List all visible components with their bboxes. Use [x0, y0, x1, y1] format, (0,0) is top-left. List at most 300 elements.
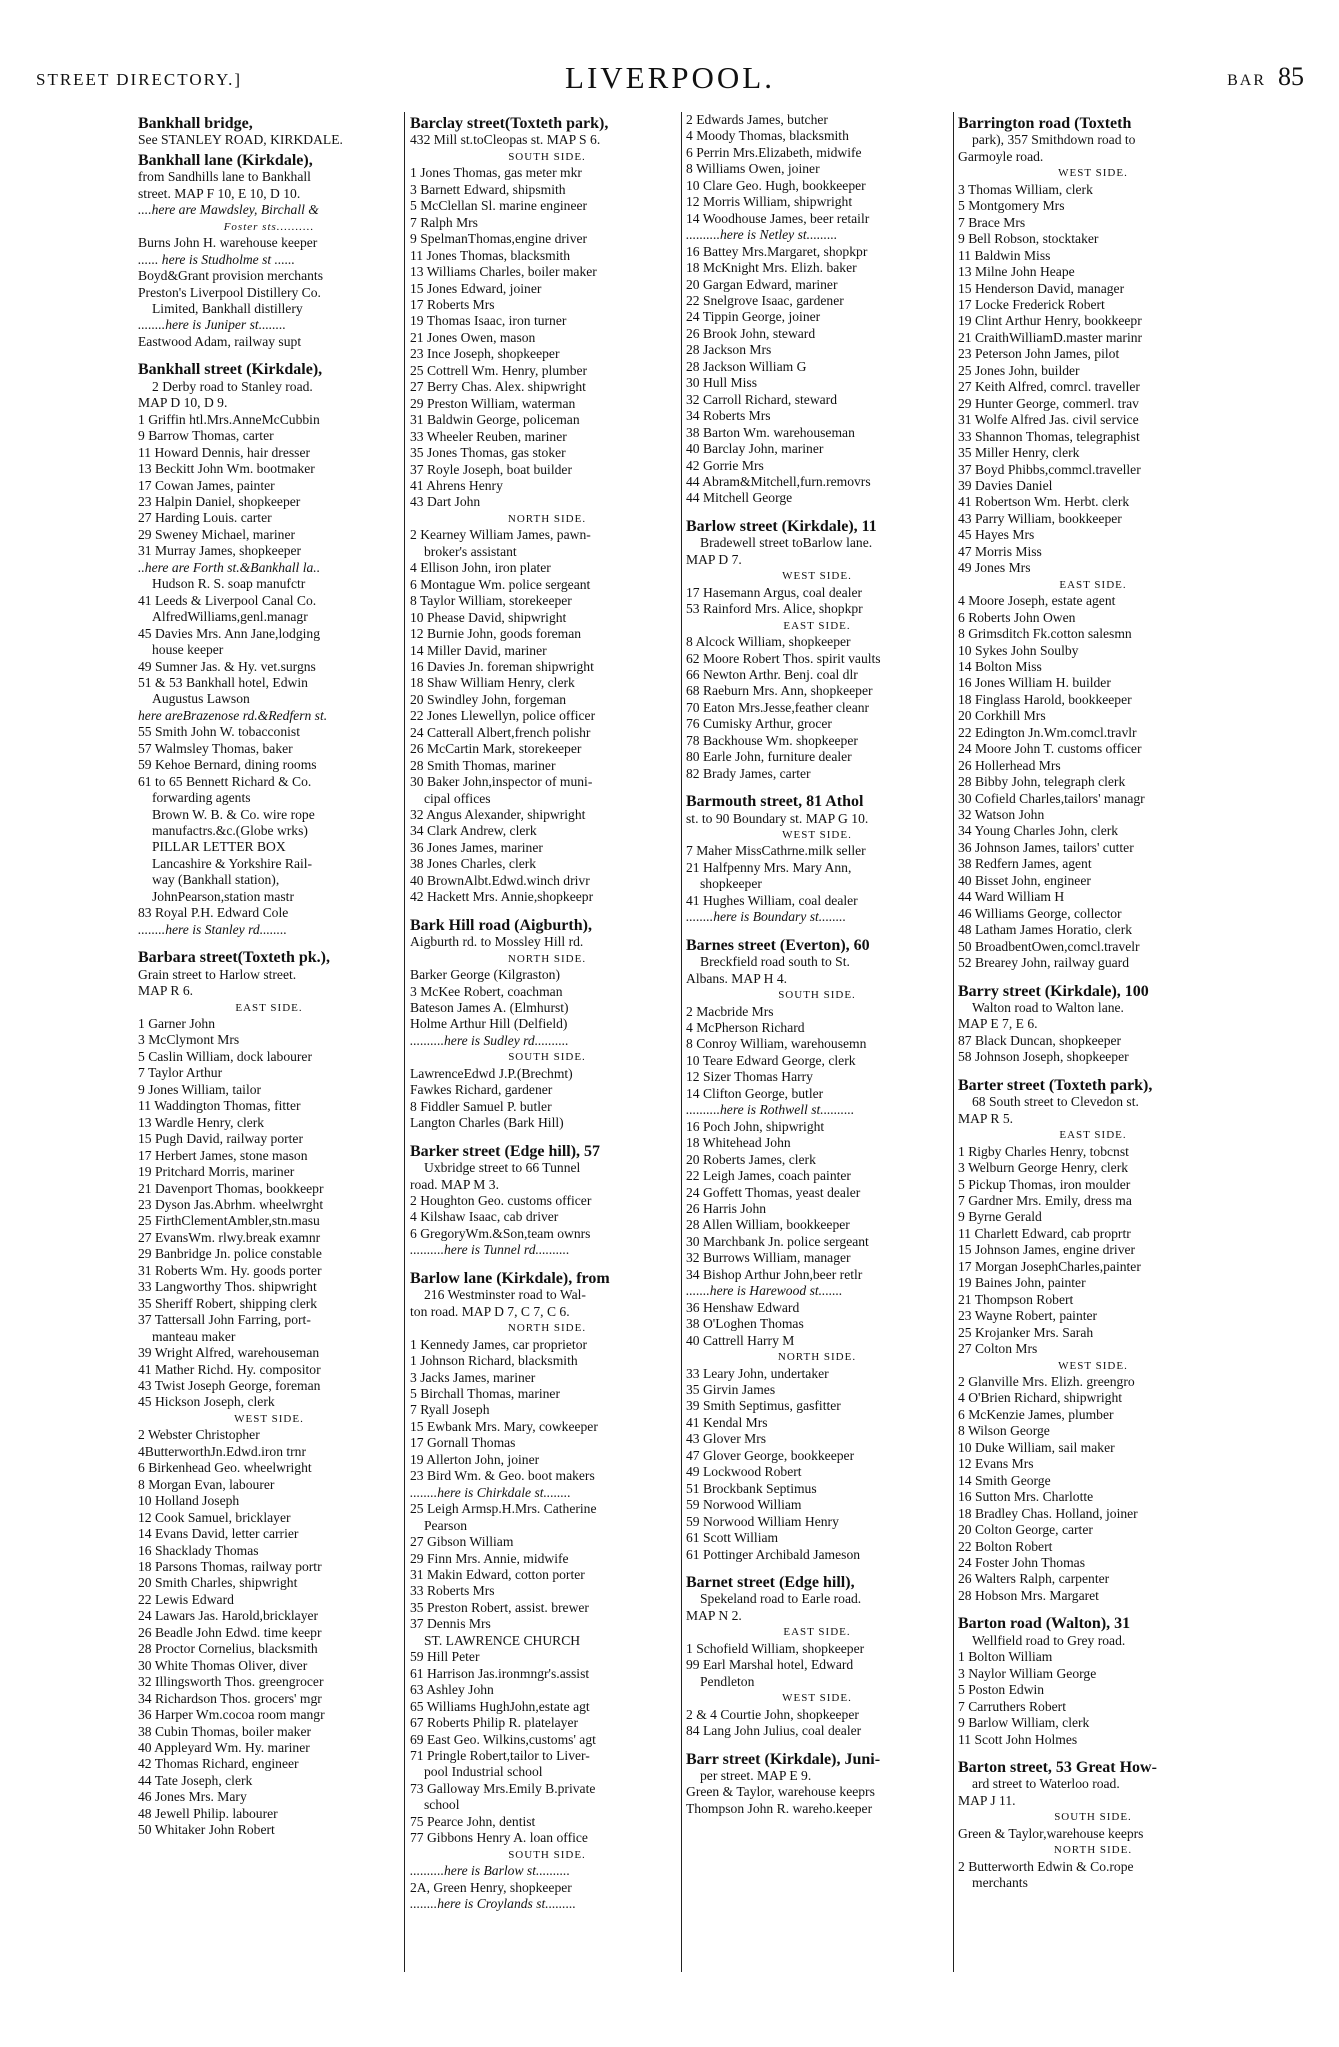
directory-entry: 4 Moody Thomas, blacksmith — [686, 128, 849, 144]
directory-entry: 3 Jacks James, mariner — [410, 1369, 536, 1385]
directory-entry: school — [424, 1797, 460, 1813]
directory-entry: 4 O'Brien Richard, shipwright — [958, 1390, 1123, 1406]
side-label: WEST SIDE. — [782, 1692, 852, 1705]
directory-entry: 28 Allen William, bookkeeper — [686, 1217, 850, 1233]
directory-entry: 35 Girvin James — [686, 1381, 776, 1397]
directory-entry: 44 Ward William H — [958, 889, 1065, 905]
directory-entry: 14 Bolton Miss — [958, 658, 1042, 674]
side-label: EAST SIDE. — [783, 1626, 851, 1639]
directory-entry: 1 Kennedy James, car proprietor — [410, 1336, 588, 1352]
directory-entry: 69 East Geo. Wilkins,customs' agt — [410, 1731, 596, 1747]
side-label: EAST SIDE. — [1059, 578, 1127, 591]
directory-entry: Thompson John R. wareho.keeper — [686, 1800, 873, 1816]
cross-street-note: ..........here is Tunnel rd.......... — [410, 1242, 570, 1258]
directory-entry: Langton Charles (Bark Hill) — [410, 1115, 564, 1131]
directory-entry: 9 Jones William, tailor — [138, 1081, 262, 1097]
directory-entry: 22 Leigh James, coach painter — [686, 1168, 851, 1184]
running-head-right — [1227, 62, 1304, 92]
directory-entry: 36 Harper Wm.cocoa room mangr — [138, 1707, 325, 1723]
directory-entry: 44 Mitchell George — [686, 490, 793, 506]
directory-entry: 5 McClellan Sl. marine engineer — [410, 198, 588, 214]
directory-entry: 49 Lockwood Robert — [686, 1464, 802, 1480]
directory-entry: 22 Edington Jn.Wm.comcl.travlr — [958, 724, 1137, 740]
directory-entry: 26 Harris John — [686, 1201, 767, 1216]
directory-entry: 16 Shacklady Thomas — [138, 1542, 259, 1558]
directory-entry: Green & Taylor, warehouse keeprs — [686, 1784, 875, 1800]
side-label: NORTH SIDE. — [507, 512, 587, 525]
directory-entry: ST. LAWRENCE CHURCH — [424, 1632, 581, 1648]
directory-entry: 48 Jewell Philip. labourer — [138, 1805, 278, 1821]
directory-entry: 29 Hunter George, commerl. trav — [958, 395, 1139, 411]
directory-entry: MAP J 11. — [958, 1792, 1016, 1808]
directory-entry: 38 O'Loghen Thomas — [686, 1316, 804, 1332]
directory-entry: Lancashire & Yorkshire Rail- — [152, 855, 313, 871]
directory-entry: 16 Davies Jn. foreman shipwright — [410, 658, 594, 674]
directory-entry: 41 Mather Richd. Hy. compositor — [138, 1361, 321, 1377]
directory-entry: Barker George (Kilgraston) — [410, 967, 560, 983]
directory-entry: 12 Evans Mrs — [958, 1456, 1034, 1472]
cross-street-note: ........here is Boundary st........ — [686, 909, 846, 925]
directory-entry: 75 Pearce John, dentist — [410, 1813, 536, 1829]
directory-entry: Holme Arthur Hill (Delfield) — [410, 1016, 568, 1032]
directory-column-2 — [410, 112, 684, 1972]
directory-entry: 18 Shaw William Henry, clerk — [410, 675, 575, 691]
street-heading: Barnes street (Everton), 60 — [686, 936, 870, 954]
directory-entry: 5 Poston Edwin — [958, 1682, 1045, 1698]
directory-entry: 59 Norwood William Henry — [686, 1513, 839, 1529]
directory-entry: 37 Tattersall John Farring, port- — [138, 1312, 311, 1328]
directory-entry: 34 Richardson Thos. grocers' mgr — [138, 1690, 322, 1706]
directory-entry: Boyd&Grant provision merchants — [138, 268, 323, 284]
directory-entry: 8 Williams Owen, joiner — [686, 161, 820, 177]
cross-street-note: ....here are Mawdsley, Birchall & — [138, 202, 319, 218]
directory-entry: 8 Grimsditch Fk.cotton salesmn — [958, 626, 1132, 642]
directory-entry: 2 Macbride Mrs — [686, 1003, 774, 1019]
directory-entry: Hudson R. S. soap manufctr — [152, 576, 306, 592]
directory-entry: shopkeeper — [700, 876, 762, 892]
directory-entry: 25 Cottrell Wm. Henry, plumber — [410, 362, 588, 378]
directory-entry: 28 Bibby John, telegraph clerk — [958, 774, 1126, 790]
directory-entry: 29 Banbridge Jn. police constable — [138, 1246, 322, 1262]
directory-entry: 1 Schofield William, shopkeeper — [686, 1640, 865, 1656]
street-heading: Barton road (Walton), 31 — [958, 1615, 1131, 1633]
directory-entry: 9 Bell Robson, stocktaker — [958, 231, 1099, 247]
directory-entry: 23 Peterson John James, pilot — [958, 346, 1120, 362]
directory-entry: 2 Derby road to Stanley road. — [152, 378, 313, 394]
directory-entry: 7 Ralph Mrs — [410, 214, 478, 230]
directory-entry: 73 Galloway Mrs.Emily B.private — [410, 1780, 596, 1796]
directory-entry: 20 Colton George, carter — [958, 1522, 1093, 1538]
directory-entry: 35 Jones Thomas, gas stoker — [410, 445, 566, 461]
directory-entry: 5 Birchall Thomas, mariner — [410, 1385, 560, 1401]
directory-entry: 38 Jones Charles, clerk — [410, 856, 537, 872]
directory-entry: 23 Bird Wm. & Geo. boot makers — [410, 1468, 595, 1484]
side-label: NORTH SIDE. — [507, 952, 587, 965]
directory-entry: Uxbridge street to 66 Tunnel — [424, 1160, 581, 1176]
directory-entry: 99 Earl Marshal hotel, Edward — [686, 1657, 854, 1673]
directory-entry: 14 Clifton George, butler — [686, 1085, 824, 1101]
directory-entry: 20 Corkhill Mrs — [958, 708, 1046, 724]
directory-entry: 9 Byrne Gerald — [958, 1209, 1042, 1225]
side-label: WEST SIDE. — [782, 829, 852, 842]
directory-column-3 — [686, 112, 948, 1972]
directory-entry: 15 Henderson David, manager — [958, 280, 1125, 296]
directory-entry: 18 Parsons Thomas, railway portr — [138, 1558, 322, 1574]
side-label: WEST SIDE. — [234, 1412, 304, 1425]
directory-entry: 42 Hackett Mrs. Annie,shopkeepr — [410, 889, 594, 905]
street-heading: Barmouth street, 81 Athol — [686, 793, 864, 811]
directory-entry: 27 Gibson William — [410, 1534, 514, 1550]
directory-entry: 30 Cofield Charles,tailors' managr — [958, 790, 1145, 806]
directory-entry: 21 Davenport Thomas, bookkeepr — [138, 1180, 324, 1196]
cross-street-note: ........here is Croylands st......... — [410, 1896, 576, 1912]
directory-entry: 1 Jones Thomas, gas meter mkr — [410, 165, 582, 181]
street-heading: Barter street (Toxteth park), — [958, 1076, 1153, 1094]
directory-entry: 32 Illingsworth Thos. greengrocer — [138, 1674, 324, 1690]
directory-entry: 21 Thompson Robert — [958, 1291, 1074, 1307]
directory-entry: 67 Roberts Philip R. platelayer — [410, 1715, 579, 1731]
directory-entry: Eastwood Adam, railway supt — [138, 333, 302, 349]
directory-entry: 10 Holland Joseph — [138, 1493, 240, 1509]
directory-entry: 61 Pottinger Archibald Jameson — [686, 1546, 861, 1562]
directory-entry: 18 Finglass Harold, bookkeeper — [958, 691, 1132, 707]
directory-entry: 47 Glover George, bookkeeper — [686, 1447, 855, 1463]
directory-entry: 35 Miller Henry, clerk — [958, 445, 1080, 461]
directory-entry: 14 Miller David, mariner — [410, 642, 547, 658]
street-heading: Barr street (Kirkdale), Juni- — [686, 1750, 881, 1768]
directory-entry: 50 BroadbentOwen,comcl.travelr — [958, 938, 1140, 954]
page-number: 85 — [1278, 62, 1304, 91]
directory-entry: 11 Howard Dennis, hair dresser — [138, 444, 311, 460]
directory-entry: 29 Sweney Michael, mariner — [138, 526, 296, 542]
directory-entry: forwarding agents — [152, 790, 251, 806]
directory-entry: 24 Lawars Jas. Harold,bricklayer — [138, 1608, 319, 1624]
directory-entry: 87 Black Duncan, shopkeeper — [958, 1032, 1122, 1048]
directory-entry: 31 Murray James, shopkeeper — [138, 543, 302, 559]
directory-entry: 49 Sumner Jas. & Hy. vet.surgns — [138, 658, 316, 674]
directory-entry: 19 Clint Arthur Henry, bookkeepr — [958, 313, 1142, 329]
directory-entry: 6 Montague Wm. police sergeant — [410, 576, 591, 592]
directory-entry: 11 Jones Thomas, blacksmith — [410, 247, 571, 263]
directory-entry: 32 Carroll Richard, steward — [686, 391, 837, 407]
side-label: WEST SIDE. — [1058, 1359, 1128, 1372]
directory-entry: 70 Eaton Mrs.Jesse,feather cleanr — [686, 699, 870, 715]
directory-entry: Albans. MAP H 4. — [686, 970, 788, 986]
directory-entry: 40 Cattrell Harry M — [686, 1332, 795, 1348]
directory-entry: broker's assistant — [424, 543, 517, 559]
directory-entry: MAP R 5. — [958, 1110, 1014, 1126]
directory-entry: 84 Lang John Julius, coal dealer — [686, 1723, 862, 1739]
directory-entry: 8 Conroy William, warehousemn — [686, 1036, 867, 1052]
directory-entry: 11 Waddington Thomas, fitter — [138, 1098, 301, 1114]
directory-entry: 7 Gardner Mrs. Emily, dress ma — [958, 1193, 1132, 1208]
directory-entry: 42 Gorrie Mrs — [686, 457, 764, 473]
directory-entry: 10 Clare Geo. Hugh, bookkeeper — [686, 177, 866, 193]
directory-entry: Augustus Lawson — [152, 691, 250, 707]
directory-entry: 8 Alcock William, shopkeeper — [686, 634, 851, 650]
directory-entry: 17 Gornall Thomas — [410, 1435, 516, 1451]
directory-entry: 6 Birkenhead Geo. wheelwright — [138, 1460, 312, 1476]
street-heading: Bankhall bridge, — [138, 115, 253, 132]
directory-entry: See STANLEY ROAD, KIRKDALE. — [138, 132, 343, 148]
directory-entry: 7 Maher MissCathrne.milk seller — [686, 843, 866, 859]
directory-entry: 34 Bishop Arthur John,beer retlr — [686, 1266, 863, 1282]
directory-entry: 17 Hasemann Argus, coal dealer — [686, 584, 863, 600]
side-label: SOUTH SIDE. — [1054, 1811, 1132, 1824]
directory-entry: 7 Ryall Joseph — [410, 1402, 490, 1418]
directory-entry: 2 Houghton Geo. customs officer — [410, 1193, 592, 1208]
directory-entry: 31 Roberts Wm. Hy. goods porter — [138, 1262, 322, 1278]
directory-entry: 40 BrownAlbt.Edwd.winch drivr — [410, 872, 590, 888]
directory-entry: 19 Baines John, painter — [958, 1275, 1086, 1291]
directory-entry: MAP N 2. — [686, 1607, 742, 1623]
directory-entry: 59 Kehoe Bernard, dining rooms — [138, 757, 317, 773]
side-label: SOUTH SIDE. — [508, 1848, 586, 1861]
street-heading: Barlow lane (Kirkdale), from — [410, 1269, 610, 1287]
directory-entry: 61 Scott William — [686, 1530, 779, 1546]
directory-entry: 22 Jones Llewellyn, police officer — [410, 708, 596, 724]
directory-entry: 17 Roberts Mrs — [410, 296, 495, 312]
cross-street-note: here areBrazenose rd.&Redfern st. — [138, 707, 328, 723]
directory-entry: 33 Leary John, undertaker — [686, 1365, 829, 1381]
directory-entry: house keeper — [152, 642, 224, 658]
cross-street-note: ........here is Juniper st........ — [138, 317, 286, 333]
directory-entry: pool Industrial school — [424, 1764, 543, 1780]
directory-entry: 51 Brockbank Septimus — [686, 1480, 817, 1496]
section-abbrev: BAR — [1227, 72, 1266, 89]
directory-entry: 27 Keith Alfred, comrcl. traveller — [958, 379, 1140, 395]
directory-entry: 30 White Thomas Oliver, diver — [138, 1657, 308, 1673]
directory-entry: 6 Roberts John Owen — [958, 609, 1076, 625]
directory-entry: cipal offices — [424, 790, 491, 806]
directory-entry: 22 Lewis Edward — [138, 1591, 234, 1607]
street-heading: Barnet street (Edge hill), — [686, 1573, 855, 1591]
directory-entry: 5 Pickup Thomas, iron moulder — [958, 1176, 1131, 1192]
directory-entry: 16 Sutton Mrs. Charlotte — [958, 1489, 1094, 1505]
side-label: WEST SIDE. — [1058, 167, 1128, 180]
directory-entry: 24 Catterall Albert,french polishr — [410, 724, 591, 740]
directory-entry: 61 Harrison Jas.ironmngr's.assist — [410, 1665, 590, 1681]
directory-entry: 8 Taylor William, storekeeper — [410, 593, 572, 609]
directory-entry: 6 Perrin Mrs.Elizabeth, midwife — [686, 144, 862, 160]
directory-entry: 11 Charlett Edward, cab proprtr — [958, 1225, 1131, 1241]
directory-entry: 36 Henshaw Edward — [686, 1299, 800, 1315]
side-label: NORTH SIDE. — [507, 1322, 587, 1335]
directory-entry: 6 GregoryWm.&Son,team ownrs — [410, 1225, 591, 1241]
directory-entry: from Sandhills lane to Bankhall — [138, 169, 311, 185]
directory-entry: 31 Baldwin George, policeman — [410, 412, 580, 428]
directory-entry: 26 Walters Ralph, carpenter — [958, 1571, 1110, 1587]
directory-entry: 3 Welburn George Henry, clerk — [958, 1160, 1129, 1176]
directory-entry: MAP E 7, E 6. — [958, 1016, 1038, 1032]
directory-entry: Burns John H. warehouse keeper — [138, 235, 318, 251]
directory-entry: 33 Roberts Mrs — [410, 1583, 495, 1599]
directory-entry: 18 Bradley Chas. Holland, joiner — [958, 1505, 1138, 1521]
directory-entry: 17 Cowan James, painter — [138, 477, 275, 493]
directory-entry: way (Bankhall station), — [152, 872, 280, 888]
directory-entry: 19 Allerton John, joiner — [410, 1451, 540, 1467]
directory-entry: 57 Walmsley Thomas, baker — [138, 740, 293, 756]
cross-street-note: ........here is Stanley rd........ — [138, 921, 287, 937]
directory-entry: 17 Morgan JosephCharles,painter — [958, 1258, 1141, 1274]
directory-entry: 20 Roberts James, clerk — [686, 1151, 816, 1167]
directory-entry: 40 Bisset John, engineer — [958, 872, 1091, 888]
side-label: NORTH SIDE. — [777, 1351, 857, 1364]
side-label: EAST SIDE. — [1059, 1129, 1127, 1142]
directory-entry: 22 Snelgrove Isaac, gardener — [686, 292, 844, 308]
directory-entry: 59 Hill Peter — [410, 1649, 480, 1665]
directory-entry: 45 Hayes Mrs — [958, 527, 1035, 543]
directory-entry: 31 Wolfe Alfred Jas. civil service — [958, 412, 1139, 428]
directory-entry: AlfredWilliams,genl.managr — [152, 609, 308, 625]
directory-entry: 41 Hughes William, coal dealer — [686, 892, 858, 908]
directory-entry: Spekeland road to Earle road. — [700, 1591, 862, 1607]
directory-entry: 3 Naylor William George — [958, 1665, 1097, 1681]
directory-entry: 21 CraithWilliamD.master marinr — [958, 329, 1143, 345]
directory-entry: 3 Barnett Edward, shipsmith — [410, 181, 566, 197]
side-label: SOUTH SIDE. — [508, 1051, 586, 1064]
directory-entry: Preston's Liverpool Distillery Co. — [138, 284, 321, 300]
directory-entry: 46 Jones Mrs. Mary — [138, 1789, 247, 1805]
directory-entry: 24 Goffett Thomas, yeast dealer — [686, 1184, 861, 1200]
running-head-title: LIVERPOOL. — [565, 60, 775, 95]
directory-entry: 14 Woodhouse James, beer retailr — [686, 210, 870, 226]
directory-entry: 15 Ewbank Mrs. Mary, cowkeeper — [410, 1418, 598, 1434]
column-divider — [681, 112, 682, 1972]
cross-street-note: ..........here is Sudley rd.......... — [410, 1032, 569, 1048]
directory-entry: 24 Foster John Thomas — [958, 1554, 1086, 1570]
directory-entry: 10 Teare Edward George, clerk — [686, 1052, 856, 1068]
directory-entry: 35 Preston Robert, assist. brewer — [410, 1599, 589, 1615]
directory-entry: 30 Marchbank Jn. police sergeant — [686, 1233, 869, 1249]
directory-entry: 4 McPherson Richard — [686, 1020, 805, 1036]
directory-entry: 13 Wardle Henry, clerk — [138, 1114, 265, 1130]
directory-entry: 26 McCartin Mark, storekeeper — [410, 741, 582, 757]
directory-entry: manteau maker — [152, 1328, 236, 1344]
directory-entry: 59 Norwood William — [686, 1497, 802, 1513]
directory-entry: 25 Krojanker Mrs. Sarah — [958, 1324, 1094, 1340]
directory-entry: 32 Burrows William, manager — [686, 1250, 851, 1266]
directory-entry: 27 Berry Chas. Alex. shipwright — [410, 379, 586, 395]
directory-entry: 6 McKenzie James, plumber — [958, 1406, 1114, 1422]
directory-entry: 4 Moore Joseph, estate agent — [958, 593, 1116, 609]
column-divider — [404, 112, 405, 1972]
directory-entry: 43 Glover Mrs — [686, 1431, 767, 1447]
street-heading: Barlow street (Kirkdale), 11 — [686, 517, 877, 535]
directory-entry: Fawkes Richard, gardener — [410, 1082, 553, 1098]
directory-entry: 44 Abram&Mitchell,furn.removrs — [686, 473, 871, 489]
cross-street-note: Foster sts.......... — [223, 220, 315, 233]
directory-entry: 34 Young Charles John, clerk — [958, 823, 1119, 839]
directory-entry: Limited, Bankhall distillery — [152, 300, 303, 316]
directory-entry: Grain street to Harlow street. — [138, 966, 297, 982]
directory-entry: 11 Scott John Holmes — [958, 1731, 1078, 1747]
directory-entry: 32 Watson John — [958, 807, 1045, 823]
directory-entry: 2 Webster Christopher — [138, 1427, 260, 1443]
directory-entry: st. to 90 Boundary st. MAP G 10. — [686, 810, 869, 826]
directory-entry: PILLAR LETTER BOX — [152, 839, 286, 855]
directory-entry: Brown W. B. & Co. wire rope — [152, 806, 315, 822]
directory-entry: 28 Proctor Cornelius, blacksmith — [138, 1641, 318, 1657]
directory-entry: 41 Robertson Wm. Herbt. clerk — [958, 494, 1130, 510]
directory-entry: 40 Barclay John, mariner — [686, 441, 824, 457]
page-header — [36, 60, 1304, 104]
directory-entry: 68 South street to Clevedon st. — [972, 1094, 1139, 1110]
directory-entry: 14 Smith George — [958, 1472, 1051, 1488]
directory-entry: 21 Halfpenny Mrs. Mary Ann, — [686, 859, 852, 875]
directory-entry: 80 Earle John, furniture dealer — [686, 749, 852, 765]
side-label: SOUTH SIDE. — [508, 150, 586, 163]
directory-entry: 28 Hobson Mrs. Margaret — [958, 1587, 1099, 1603]
directory-entry: 76 Cumisky Arthur, grocer — [686, 716, 832, 732]
directory-entry: Wellfield road to Grey road. — [972, 1632, 1126, 1648]
directory-entry: 30 Hull Miss — [686, 375, 758, 391]
directory-entry: 1 Johnson Richard, blacksmith — [410, 1353, 578, 1369]
directory-entry: 16 Poch John, shipwright — [686, 1118, 825, 1134]
directory-entry: 2 Edwards James, butcher — [686, 112, 828, 127]
street-heading: Barker street (Edge hill), 57 — [410, 1142, 601, 1160]
directory-entry: 68 Raeburn Mrs. Ann, shopkeeper — [686, 683, 873, 699]
directory-entry: 51 & 53 Bankhall hotel, Edwin — [138, 674, 308, 690]
directory-entry: 16 Battey Mrs.Margaret, shopkpr — [686, 243, 868, 259]
directory-entry: 2A, Green Henry, shopkeeper — [410, 1879, 572, 1895]
directory-entry: 9 Barlow William, clerk — [958, 1715, 1090, 1731]
directory-entry: 37 Royle Joseph, boat builder — [410, 461, 572, 477]
directory-entry: park), 357 Smithdown road to — [972, 132, 1136, 148]
cross-street-note: ........here is Chirkdale st........ — [410, 1484, 571, 1500]
directory-entry: 4 Ellison John, iron plater — [410, 560, 551, 576]
directory-entry: 31 Makin Edward, cotton porter — [410, 1566, 585, 1582]
directory-entry: 9 SpelmanThomas,engine driver — [410, 231, 588, 247]
directory-entry: 41 Ahrens Henry — [410, 477, 503, 493]
directory-entry: JohnPearson,station mastr — [152, 888, 294, 904]
directory-entry: Bateson James A. (Elmhurst) — [410, 1000, 569, 1016]
directory-entry: 63 Ashley John — [410, 1682, 494, 1698]
directory-entry: 45 Davies Mrs. Ann Jane,lodging — [138, 625, 320, 641]
directory-entry: 23 Dyson Jas.Abrhm. wheelwrght — [138, 1197, 324, 1212]
directory-entry: 15 Jones Edward, joiner — [410, 280, 542, 296]
directory-entry: 43 Twist Joseph George, foreman — [138, 1377, 321, 1393]
directory-entry: 10 Duke William, sail maker — [958, 1439, 1115, 1455]
directory-entry: 34 Roberts Mrs — [686, 408, 771, 424]
directory-entry: 13 Williams Charles, boiler maker — [410, 264, 597, 280]
directory-entry: Aigburth rd. to Mossley Hill rd. — [410, 934, 584, 950]
directory-entry: 13 Milne John Heape — [958, 264, 1075, 280]
directory-entry: 4 Kilshaw Isaac, cab driver — [410, 1209, 559, 1225]
directory-entry: 62 Moore Robert Thos. spirit vaults — [686, 650, 881, 666]
directory-entry: 10 Phease David, shipwright — [410, 609, 567, 625]
side-label: EAST SIDE. — [783, 619, 851, 632]
directory-entry: 40 Appleyard Wm. Hy. mariner — [138, 1739, 310, 1755]
directory-entry: 8 Morgan Evan, labourer — [138, 1476, 275, 1492]
directory-entry: 71 Pringle Robert,tailor to Liver- — [410, 1747, 590, 1763]
directory-entry: 3 Thomas William, clerk — [958, 181, 1093, 197]
directory-entry: 26 Hollerhead Mrs — [958, 757, 1061, 773]
side-label: NORTH SIDE. — [1053, 1844, 1133, 1857]
directory-entry: 17 Locke Frederick Robert — [958, 296, 1105, 312]
directory-entry: 48 Latham James Horatio, clerk — [958, 922, 1133, 938]
directory-entry: 29 Finn Mrs. Annie, midwife — [410, 1550, 569, 1566]
directory-entry: 1 Griffin htl.Mrs.AnneMcCubbin — [138, 411, 320, 427]
directory-entry: 21 Jones Owen, mason — [410, 329, 536, 345]
street-heading: Barton street, 53 Great How- — [958, 1758, 1157, 1776]
directory-entry: 23 Wayne Robert, painter — [958, 1308, 1098, 1324]
side-label: EAST SIDE. — [235, 1001, 303, 1014]
directory-entry: 47 Morris Miss — [958, 543, 1042, 559]
directory-entry: 3 McClymont Mrs — [138, 1032, 240, 1048]
street-heading: Barclay street(Toxteth park), — [410, 115, 609, 132]
directory-entry: 25 FirthClementAmbler,stn.masu — [138, 1213, 320, 1229]
